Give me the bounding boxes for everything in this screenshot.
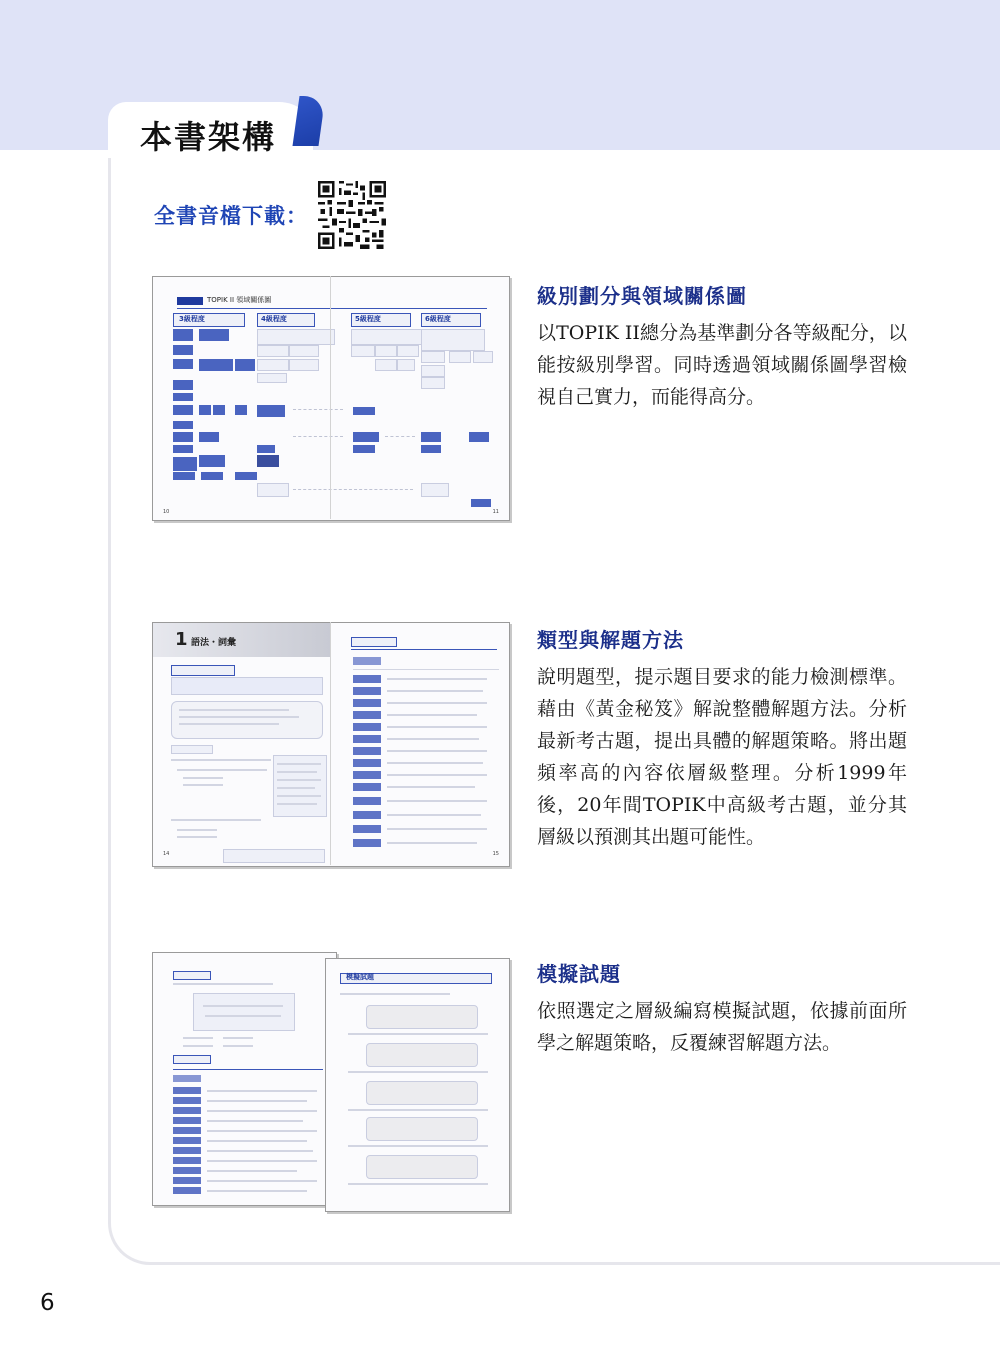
level-5-label: 5級程度 [355,315,381,323]
sample-page-level-chart [152,276,510,521]
thumb1-fold [330,276,331,519]
audio-download-label: 全書音檔下載： [154,204,308,228]
sample-page-mock-left [152,952,337,1206]
section-mock-exams [537,958,907,1059]
thumb2-page-right: 15 [492,851,499,857]
sample-page-question-types [152,622,510,867]
thumb1-page-right: 11 [492,509,499,515]
chart-header-text: TOPIK II 領域關係圖 [207,296,272,304]
section-heading: 級別劃分與領域關係圖 [537,284,747,308]
thumb2-page-left: 14 [163,851,170,857]
section-heading: 模擬試題 [537,962,621,986]
topik-badge [177,297,203,305]
section-body: 依照選定之層級編寫模擬試題，依據前面所學之解題策略，反覆練習解題方法。 [537,1000,907,1054]
level-6-label: 6級程度 [425,315,451,323]
chapter-number: 1 [175,629,188,650]
sample-page-mock-right [325,958,510,1212]
page-title: 本書架構 [140,118,277,156]
chapter-title: 語法・詞彙 [191,638,237,648]
section-heading: 類型與解題方法 [537,628,684,652]
section-level-division [537,280,907,413]
thumb2-fold [330,622,331,865]
mock-exam-header: 模擬試題 [346,973,374,981]
level-3-label: 3級程度 [179,315,205,323]
qr-code-icon[interactable] [318,181,386,249]
section-body: 說明題型，提示題目要求的能力檢測標準。藉由《黃金秘笈》解說整體解題方法。分析最新考古題，提出具體的解題策略。將出題頻率高的內容依層級整理。分析1999年後，20年間TOPIK中高級考古題，並分其層級以預測其出題可能性。 [537,666,907,848]
thumb1-page-left: 10 [163,509,170,515]
section-body: 以TOPIK II總分為基準劃分各等級配分，以能按級別學習。同時透過領域關係圖學習檢視自己實力，而能得高分。 [537,322,907,408]
page-number: 6 [40,1290,55,1316]
section-question-types [537,624,907,853]
level-4-label: 4級程度 [261,315,287,323]
